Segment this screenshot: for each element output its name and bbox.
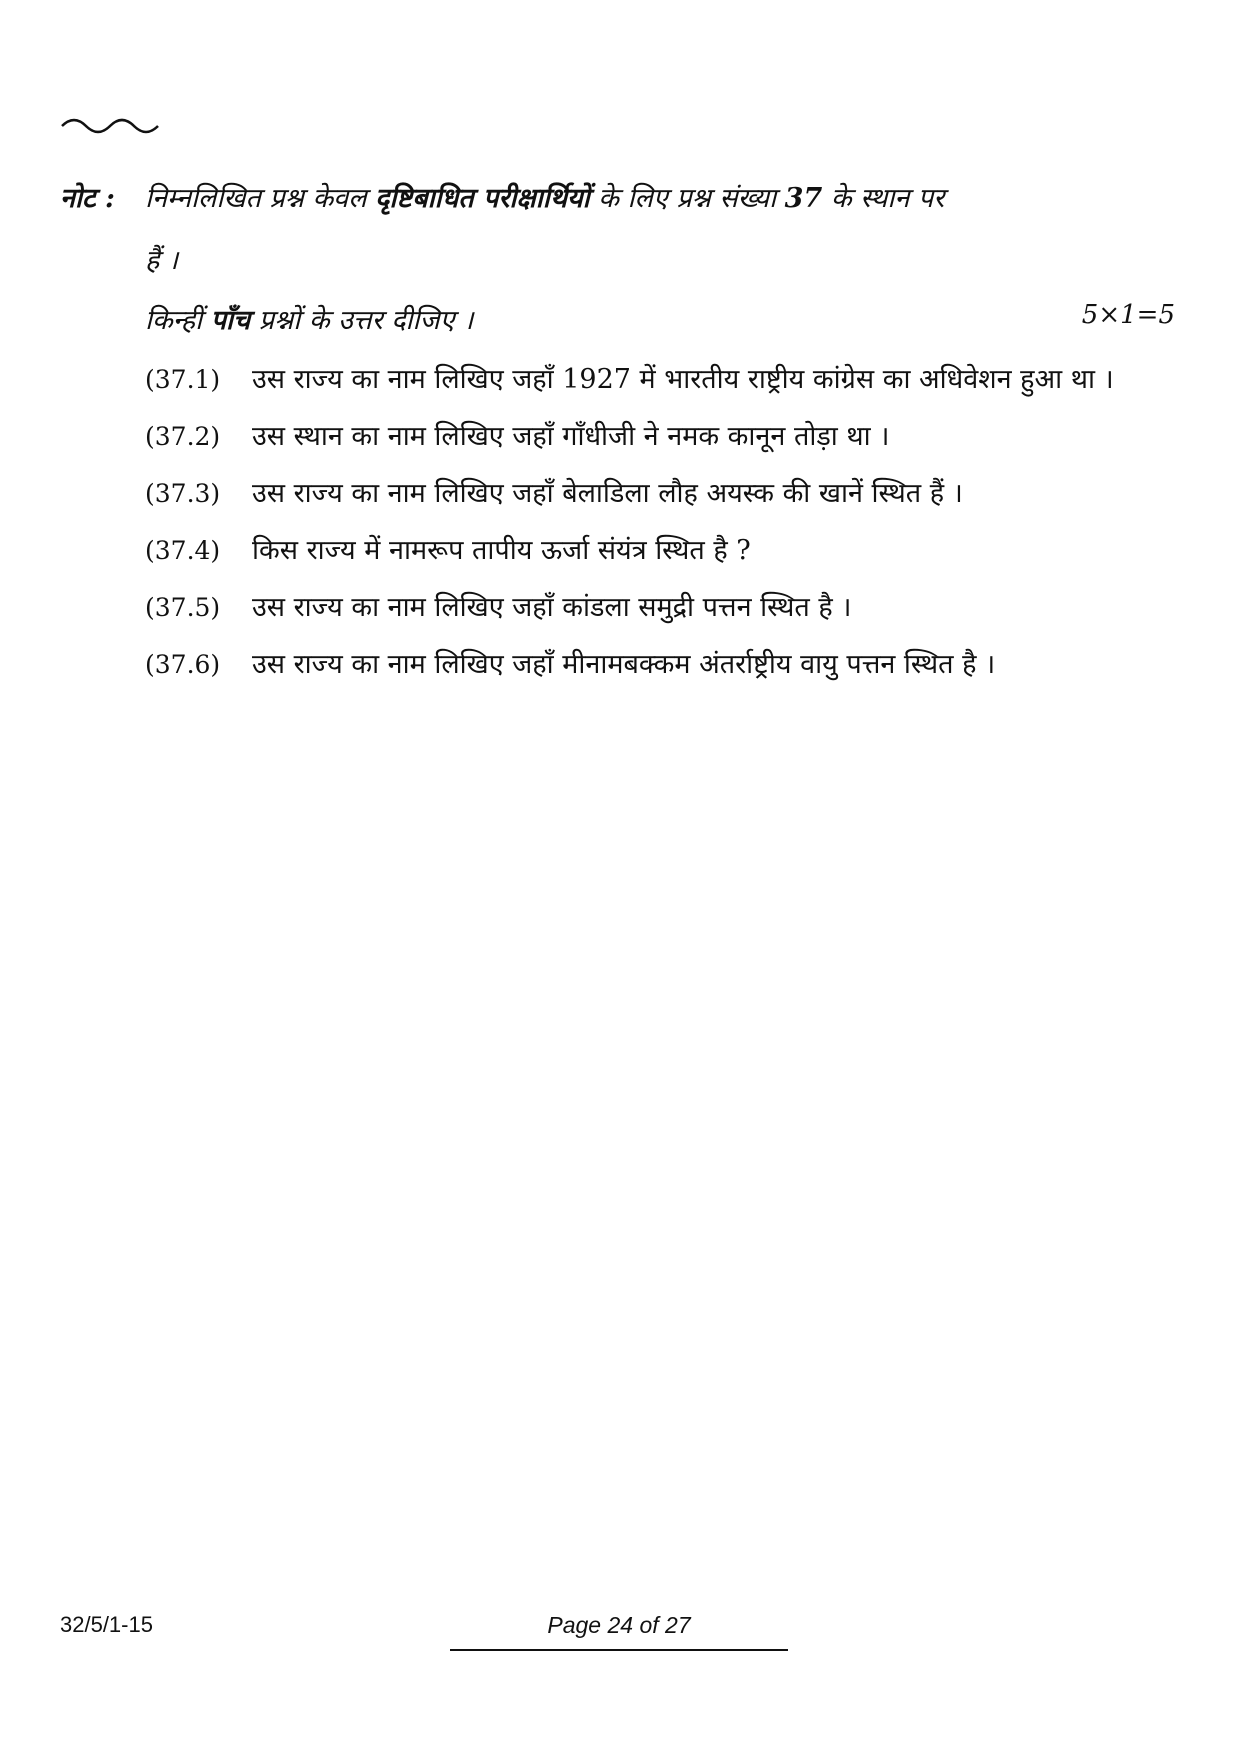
question-text: उस राज्य का नाम लिखिए जहाँ मीनामबक्कम अंतर्राष्ट्रीय वायु पत्तन स्थित है । — [252, 649, 996, 680]
footer-divider — [450, 1649, 788, 1651]
page-number: Page 24 of 27 — [547, 1612, 691, 1638]
note-text-part: निम्नलिखित प्रश्न केवल — [145, 183, 376, 214]
note-label: नोट : — [60, 183, 115, 214]
question-text: उस राज्य का नाम लिखिए जहाँ बेलाडिला लौह अयस्क की खानें स्थित हैं । — [252, 478, 963, 509]
question-item — [145, 643, 1125, 687]
question-text: उस स्थान का नाम लिखिए जहाँ गाँधीजी ने नमक कानून तोड़ा था । — [252, 421, 890, 452]
question-number: (37.2) — [145, 422, 221, 451]
note-text-part: के लिए प्रश्न संख्या — [589, 183, 785, 214]
note-text — [145, 178, 1125, 215]
note-text-continued: हैं । — [145, 245, 179, 276]
question-item — [145, 529, 1125, 573]
question-number: (37.6) — [145, 650, 221, 679]
instruction-emphasis: पाँच — [210, 305, 251, 336]
question-number: (37.4) — [145, 536, 221, 565]
paper-code: 32/5/1-15 — [60, 1612, 153, 1637]
question-text: किस राज्य में नामरूप तापीय ऊर्जा संयंत्र स्थित है ? — [252, 535, 751, 566]
question-number: (37.1) — [145, 365, 221, 394]
instruction-part: प्रश्नों के उत्तर दीजिए । — [250, 305, 474, 336]
note-emphasis: दृष्टिबाधित परीक्षार्थियों — [375, 183, 590, 214]
question-item — [145, 586, 1125, 630]
question-item — [145, 472, 1125, 516]
question-number: (37.3) — [145, 479, 221, 508]
question-text: उस राज्य का नाम लिखिए जहाँ 1927 में भारतीय राष्ट्रीय कांग्रेस का अधिवेशन हुआ था । — [252, 364, 1114, 395]
question-number-ref: 37 — [784, 183, 823, 214]
question-text: उस राज्य का नाम लिखिए जहाँ कांडला समुद्री पत्तन स्थित है । — [252, 592, 852, 623]
marks: 5×1=5 — [1081, 300, 1175, 330]
note-text-part: के स्थान पर — [822, 183, 945, 214]
wavy-line-icon — [60, 112, 160, 136]
question-item — [145, 358, 1125, 402]
question-list — [145, 358, 1125, 700]
question-item — [145, 415, 1125, 459]
instruction — [145, 300, 473, 337]
question-number: (37.5) — [145, 593, 221, 622]
instruction-part: किन्हीं — [145, 305, 211, 336]
